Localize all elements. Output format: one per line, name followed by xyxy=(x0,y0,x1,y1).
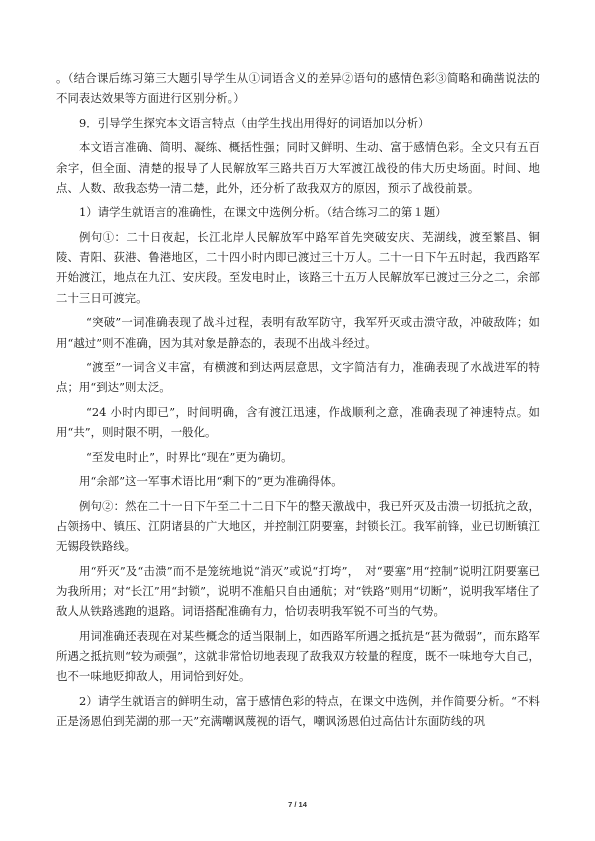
analysis-limit: 用词准确还表现在对某些概念的适当限制上，如西路军所遇之抵抗是“甚为微弱”，而东路军所遇之抵抗则“较为顽强”，这就非常恰切地表现了敌我双方较量的程度，既不一味地夸大自己，也不一味地贬抑敌人，用词恰到好处。 xyxy=(56,628,540,684)
paragraph-continuation: 。（结合课后练习第三大题引导学生从①词语含义的差异②语句的感情色彩③简略和确凿说法的不同表达效果等方面进行区别分析。） xyxy=(56,71,540,106)
analysis-jianmie: 用“歼灭”及“击溃”而不是笼统地说“消灭”或说“打垮”， 对“要塞”用“控制”说明江阴要塞已为我所用；对“长江”用“封锁”，说明不准船只自由通航；对“铁路”则用“切断”，说明我军堵住了敌人从铁路逃跑的退路。词语搭配准确有力，恰切表明我军锐不可当的气势。 xyxy=(56,563,540,619)
analysis-fadian: “至发电时止”，时界比“现在”更为确切。 xyxy=(86,449,293,464)
analysis-duzhi: “渡至”一词含义丰富，有横渡和到达两层意思，文字简洁有力，准确表现了水战进军的特点；用“到达”则太泛。 xyxy=(56,359,540,395)
subheading-accuracy: 1）请学生就语言的准确性，在课文中选例分析。（结合练习二的第１题） xyxy=(79,205,447,220)
analysis-tupo: “突破”一词准确表现了战斗过程，表明有敌军防守，我军歼灭或击溃守敌，冲破敌阵；如用“越过”则不准确，因为其对象是静态的，表现不出战斗经过。 xyxy=(56,315,540,350)
page-number: 7 / 14 xyxy=(288,800,307,809)
example-1: 例句①：二十日夜起，长江北岸人民解放军中路军首先突破安庆、芜湖线，渡至繁昌、铜陵、青阳、荻港、鲁港地区，二十四小时内即已渡过三十万人。二十一日下午五时起，我西路军开始渡江，地点在九江、安庆段。至发电时止，该路三十五万人民解放军已渡过三分之二，余部二十三日可渡完。 xyxy=(56,229,540,305)
paragraph-summary: 本文语言准确、简明、凝练、概括性强；同时又鲜明、生动、富于感情色彩。全文只有五百余字，但全面、清楚的报导了人民解放军三路共百万大军渡江战役的伟大历史场面。时间、地点、人数、敌我态势一清二楚，此外，还分析了敌我双方的原因，预示了战役前景。 xyxy=(56,140,540,195)
example-2: 例句②：然在二十一日下午至二十二日下午的整天激战中，我已歼灭及击溃一切抵抗之敌，占领扬中、镇压、江阴诸县的广大地区，并控制江阴要塞，封锁长江。我军前锋，业已切断镇江无锡段铁路线。 xyxy=(56,498,540,554)
analysis-24h: “24 小时内即已”，时间明确，含有渡江迅速，作战顺利之意，准确表现了神速特点。如用“共”，则时限不明，一般化。 xyxy=(56,404,540,440)
analysis-yubu: 用“余部”这一军事术语比用“剩下的”更为准确得体。 xyxy=(79,474,343,489)
section-heading-9: 9．引导学生探究本文语言特点（由学生找出用得好的词语加以分析） xyxy=(79,115,430,130)
subheading-vivid: 2）请学生就语言的鲜明生动，富于感情色彩的特点，在课文中选例，并作简要分析。“不料正是汤恩伯到芜湖的那一天”充满嘲讽蔑视的语气，嘲讽汤恩伯过高估计东面防线的巩 xyxy=(56,693,540,729)
page-content xyxy=(56,68,540,736)
